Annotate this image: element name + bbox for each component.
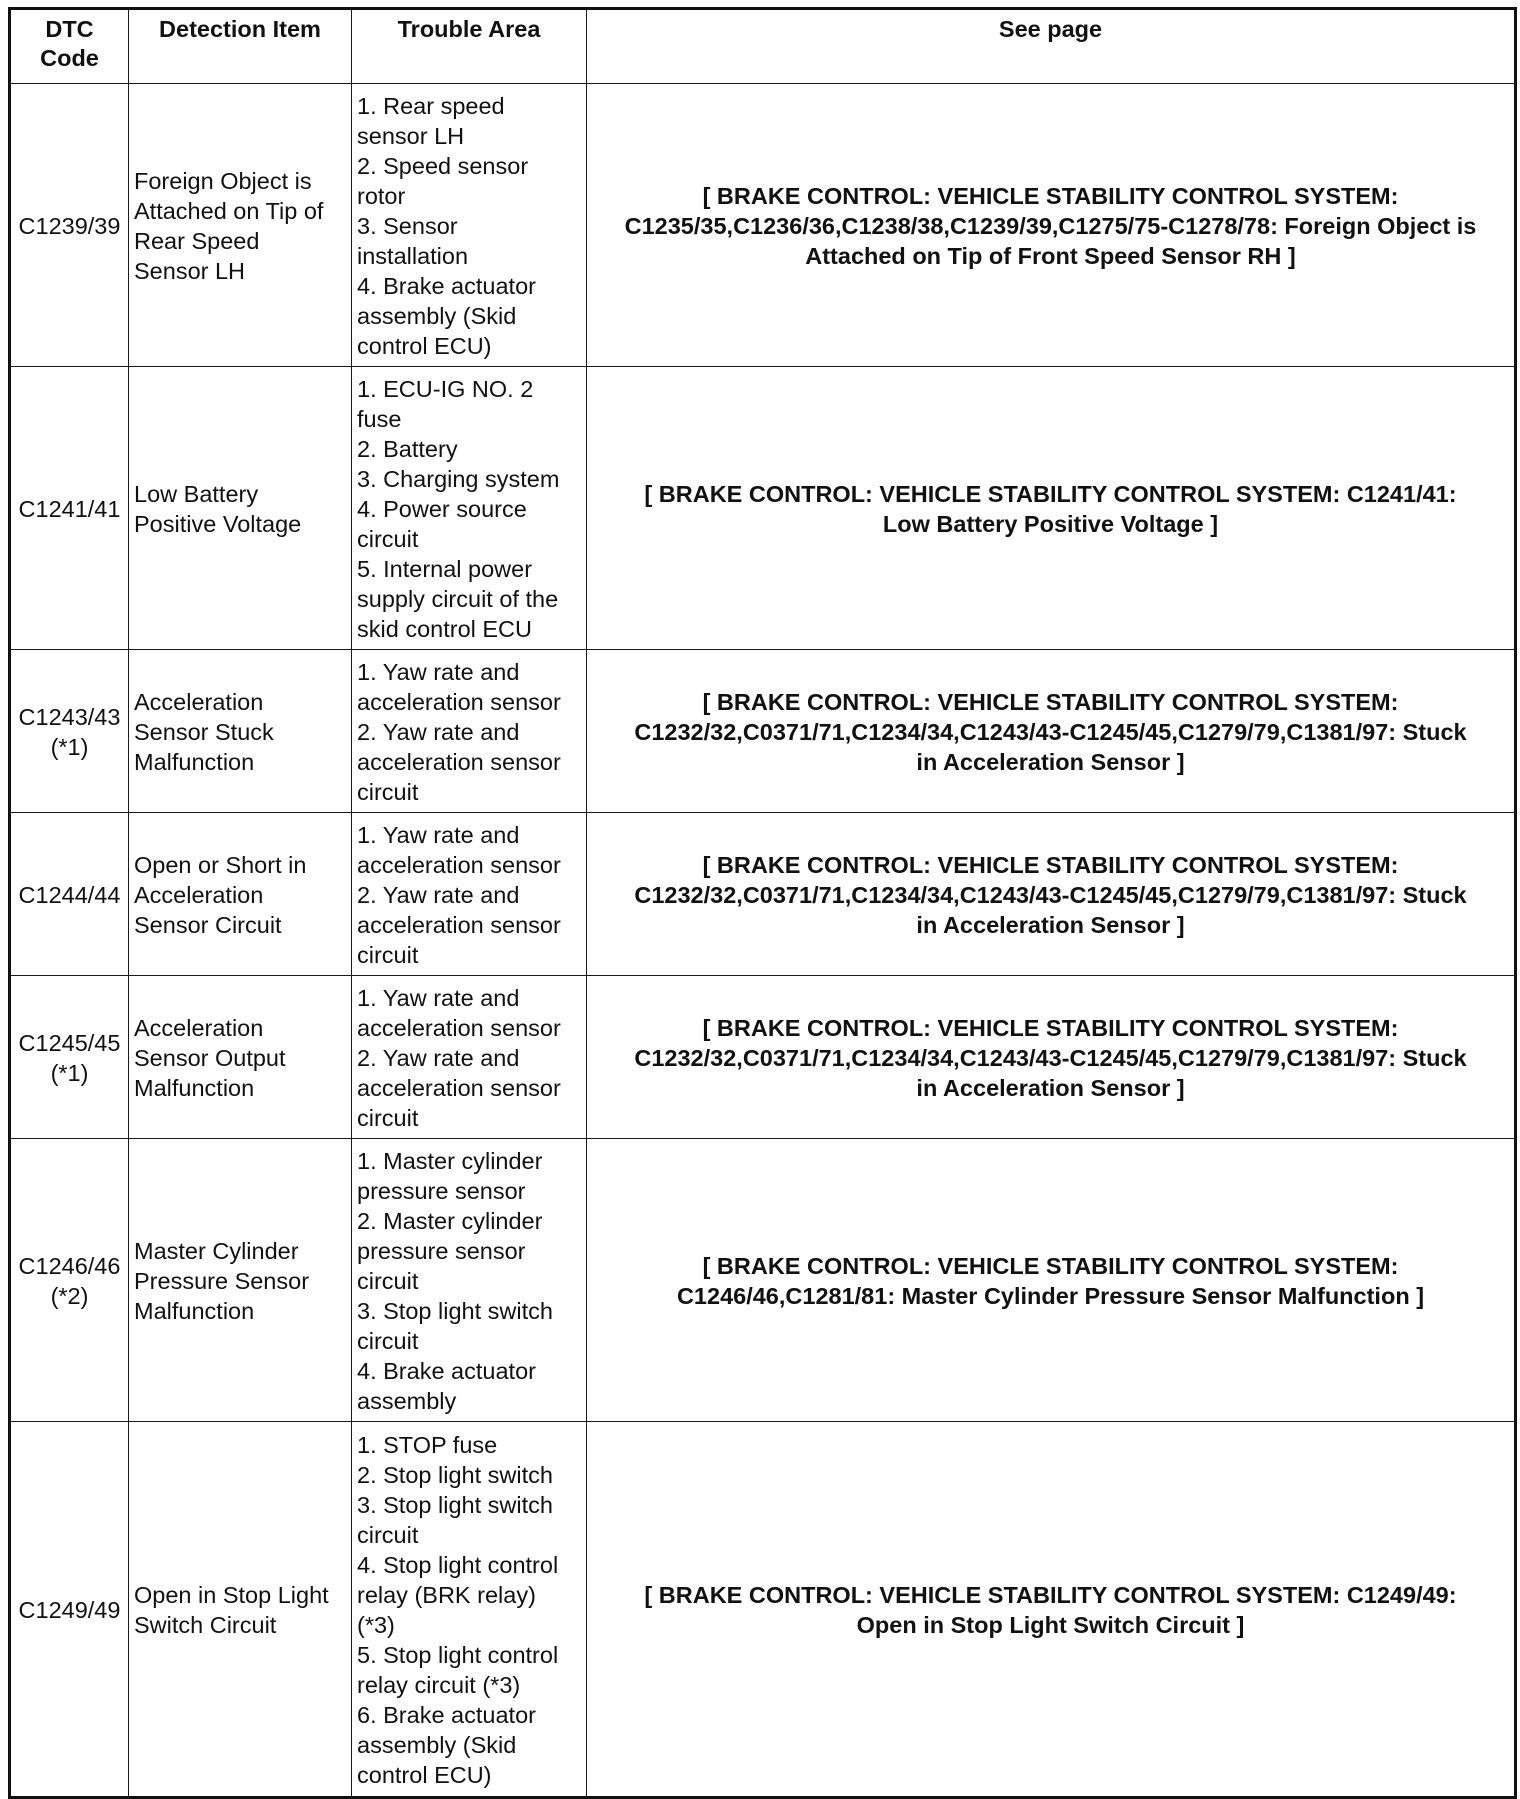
detection-item-line: Acceleration	[134, 1015, 264, 1041]
trouble-area-line: relay (BRK relay)	[357, 1582, 536, 1608]
table-header-row	[10, 9, 1516, 84]
trouble-area-line: installation	[357, 243, 469, 269]
detection-item-line: Acceleration	[134, 689, 264, 715]
trouble-area-cell	[352, 1422, 587, 1798]
see-page-line: [ BRAKE CONTROL: VEHICLE STABILITY CONTROL SYSTEM:	[702, 1015, 1399, 1041]
trouble-area-cell	[352, 976, 587, 1139]
dtc-code-line: C1246/46	[18, 1253, 121, 1279]
dtc-code-line: C1243/43	[18, 704, 121, 730]
trouble-area-line: circuit	[357, 779, 419, 805]
see-page-cell[interactable]	[587, 367, 1516, 650]
detection-item-line: Foreign Object is	[134, 168, 312, 194]
see-page-cell[interactable]	[587, 650, 1516, 813]
trouble-area-line: circuit	[357, 1328, 419, 1354]
trouble-area-line: 1. Master cylinder	[357, 1148, 543, 1174]
detection-item-line: Attached on Tip of	[134, 198, 324, 224]
trouble-area-line: 3. Stop light switch	[357, 1298, 553, 1324]
trouble-area-line: acceleration sensor	[357, 912, 561, 938]
trouble-area-line: 4. Brake actuator	[357, 273, 536, 299]
trouble-area-line: assembly	[357, 1388, 457, 1414]
header-dtc-code-line2: Code	[40, 45, 99, 71]
trouble-area-line: supply circuit of the	[357, 586, 559, 612]
detection-item-line: Malfunction	[134, 749, 255, 775]
detection-item-line: Master Cylinder	[134, 1238, 299, 1264]
trouble-area-line: circuit	[357, 1105, 419, 1131]
trouble-area-line: 5. Internal power	[357, 556, 533, 582]
trouble-area-line: rotor	[357, 183, 406, 209]
see-page-line: [ BRAKE CONTROL: VEHICLE STABILITY CONTROL SYSTEM:	[702, 1253, 1399, 1279]
trouble-area-line: 1. Yaw rate and	[357, 659, 520, 685]
see-page-line: C1246/46,C1281/81: Master Cylinder Pressure Sensor Malfunction ]	[676, 1283, 1425, 1309]
table-body	[10, 84, 1516, 1798]
detection-item-line: Open or Short in	[134, 852, 307, 878]
detection-item-line: Malfunction	[134, 1075, 255, 1101]
trouble-area-line: 4. Stop light control	[357, 1552, 559, 1578]
trouble-area-line: acceleration sensor	[357, 689, 561, 715]
detection-item-line: Pressure Sensor	[134, 1268, 310, 1294]
trouble-area-line: circuit	[357, 1268, 419, 1294]
trouble-area-line: 2. Battery	[357, 436, 458, 462]
trouble-area-line: 4. Brake actuator	[357, 1358, 536, 1384]
see-page-line: C1235/35,C1236/36,C1238/38,C1239/39,C1275/75-C1278/78: Foreign Object is	[624, 213, 1477, 239]
header-trouble-area: Trouble Area	[352, 9, 587, 84]
see-page-line: [ BRAKE CONTROL: VEHICLE STABILITY CONTROL SYSTEM:	[702, 183, 1399, 209]
dtc-code-cell	[10, 813, 129, 976]
see-page-cell[interactable]	[587, 84, 1516, 367]
trouble-area-line: 1. STOP fuse	[357, 1432, 498, 1458]
header-dtc-code	[10, 9, 129, 84]
table-row	[10, 813, 1516, 976]
dtc-code-line: C1244/44	[18, 882, 121, 908]
detection-item-line: Rear Speed	[134, 228, 260, 254]
table-row	[10, 1422, 1516, 1798]
table-row	[10, 976, 1516, 1139]
trouble-area-line: pressure sensor	[357, 1238, 526, 1264]
see-page-line: in Acceleration Sensor ]	[916, 1075, 1185, 1101]
see-page-line: [ BRAKE CONTROL: VEHICLE STABILITY CONTROL SYSTEM: C1249/49:	[644, 1582, 1457, 1608]
detection-item-cell	[129, 367, 352, 650]
trouble-area-line: acceleration sensor	[357, 749, 561, 775]
detection-item-cell	[129, 650, 352, 813]
trouble-area-line: relay circuit (*3)	[357, 1672, 521, 1698]
dtc-code-line: (*1)	[50, 1060, 89, 1086]
detection-item-line: Sensor LH	[134, 258, 246, 284]
trouble-area-line: 1. Yaw rate and	[357, 822, 520, 848]
detection-item-line: Positive Voltage	[134, 511, 302, 537]
trouble-area-line: 2. Stop light switch	[357, 1462, 553, 1488]
detection-item-line: Low Battery	[134, 481, 259, 507]
see-page-line: C1232/32,C0371/71,C1234/34,C1243/43-C1245/45,C1279/79,C1381/97: Stuck	[634, 882, 1467, 908]
trouble-area-cell	[352, 1139, 587, 1422]
trouble-area-line: 2. Yaw rate and	[357, 1045, 520, 1071]
see-page-cell[interactable]	[587, 1139, 1516, 1422]
detection-item-line: Sensor Circuit	[134, 912, 282, 938]
trouble-area-line: control ECU)	[357, 1762, 492, 1788]
trouble-area-line: acceleration sensor	[357, 1075, 561, 1101]
dtc-code-line: C1245/45	[18, 1030, 121, 1056]
see-page-line: C1232/32,C0371/71,C1234/34,C1243/43-C1245/45,C1279/79,C1381/97: Stuck	[634, 1045, 1467, 1071]
trouble-area-line: 3. Charging system	[357, 466, 560, 492]
trouble-area-line: assembly (Skid	[357, 1732, 517, 1758]
trouble-area-line: 3. Sensor	[357, 213, 458, 239]
detection-item-cell	[129, 84, 352, 367]
detection-item-cell	[129, 976, 352, 1139]
trouble-area-line: pressure sensor	[357, 1178, 526, 1204]
see-page-line: C1232/32,C0371/71,C1234/34,C1243/43-C1245/45,C1279/79,C1381/97: Stuck	[634, 719, 1467, 745]
trouble-area-line: control ECU)	[357, 333, 492, 359]
trouble-area-cell	[352, 813, 587, 976]
trouble-area-line: 2. Master cylinder	[357, 1208, 543, 1234]
trouble-area-line: 4. Power source	[357, 496, 527, 522]
detection-item-line: Acceleration	[134, 882, 264, 908]
trouble-area-line: acceleration sensor	[357, 1015, 561, 1041]
dtc-code-cell	[10, 650, 129, 813]
see-page-line: Attached on Tip of Front Speed Sensor RH ]	[805, 243, 1296, 269]
see-page-line: in Acceleration Sensor ]	[916, 749, 1185, 775]
dtc-table	[8, 7, 1517, 1799]
table-row	[10, 84, 1516, 367]
dtc-code-line: (*1)	[50, 734, 89, 760]
header-see-page: See page	[587, 9, 1516, 84]
trouble-area-line: sensor LH	[357, 123, 465, 149]
dtc-code-line: C1239/39	[18, 213, 121, 239]
trouble-area-cell	[352, 367, 587, 650]
trouble-area-line: 1. Rear speed	[357, 93, 505, 119]
header-detection-item: Detection Item	[129, 9, 352, 84]
detection-item-line: Switch Circuit	[134, 1612, 277, 1638]
trouble-area-line: 3. Stop light switch	[357, 1492, 553, 1518]
trouble-area-line: circuit	[357, 526, 419, 552]
detection-item-line: Malfunction	[134, 1298, 255, 1324]
dtc-code-line: (*2)	[50, 1283, 89, 1309]
trouble-area-line: (*3)	[357, 1612, 395, 1638]
trouble-area-line: 5. Stop light control	[357, 1642, 559, 1668]
trouble-area-line: 2. Speed sensor	[357, 153, 529, 179]
trouble-area-line: skid control ECU	[357, 616, 532, 642]
trouble-area-line: 1. Yaw rate and	[357, 985, 520, 1011]
trouble-area-line: assembly (Skid	[357, 303, 517, 329]
trouble-area-line: circuit	[357, 942, 419, 968]
dtc-code-cell	[10, 84, 129, 367]
see-page-cell[interactable]	[587, 1422, 1516, 1798]
detection-item-line: Sensor Stuck	[134, 719, 274, 745]
detection-item-cell	[129, 1139, 352, 1422]
see-page-line: Low Battery Positive Voltage ]	[882, 511, 1219, 537]
detection-item-line: Open in Stop Light	[134, 1582, 329, 1608]
see-page-line: Open in Stop Light Switch Circuit ]	[856, 1612, 1245, 1638]
dtc-code-line: C1249/49	[18, 1597, 121, 1623]
trouble-area-cell	[352, 84, 587, 367]
trouble-area-line: circuit	[357, 1522, 419, 1548]
see-page-line: [ BRAKE CONTROL: VEHICLE STABILITY CONTROL SYSTEM: C1241/41:	[644, 481, 1457, 507]
trouble-area-line: fuse	[357, 406, 402, 432]
dtc-code-cell	[10, 1422, 129, 1798]
dtc-code-cell	[10, 367, 129, 650]
table-row	[10, 367, 1516, 650]
see-page-cell[interactable]	[587, 976, 1516, 1139]
see-page-line: in Acceleration Sensor ]	[916, 912, 1185, 938]
table-row	[10, 1139, 1516, 1422]
dtc-code-line: C1241/41	[18, 496, 121, 522]
table-row	[10, 650, 1516, 813]
header-dtc-code-line1: DTC	[45, 16, 94, 42]
detection-item-line: Sensor Output	[134, 1045, 286, 1071]
dtc-code-cell	[10, 1139, 129, 1422]
see-page-line: [ BRAKE CONTROL: VEHICLE STABILITY CONTROL SYSTEM:	[702, 852, 1399, 878]
trouble-area-line: 2. Yaw rate and	[357, 719, 520, 745]
detection-item-cell	[129, 1422, 352, 1798]
see-page-line: [ BRAKE CONTROL: VEHICLE STABILITY CONTROL SYSTEM:	[702, 689, 1399, 715]
trouble-area-line: 2. Yaw rate and	[357, 882, 520, 908]
detection-item-cell	[129, 813, 352, 976]
trouble-area-cell	[352, 650, 587, 813]
see-page-cell[interactable]	[587, 813, 1516, 976]
dtc-code-cell	[10, 976, 129, 1139]
trouble-area-line: acceleration sensor	[357, 852, 561, 878]
trouble-area-line: 6. Brake actuator	[357, 1702, 536, 1728]
trouble-area-line: 1. ECU-IG NO. 2	[357, 376, 534, 402]
